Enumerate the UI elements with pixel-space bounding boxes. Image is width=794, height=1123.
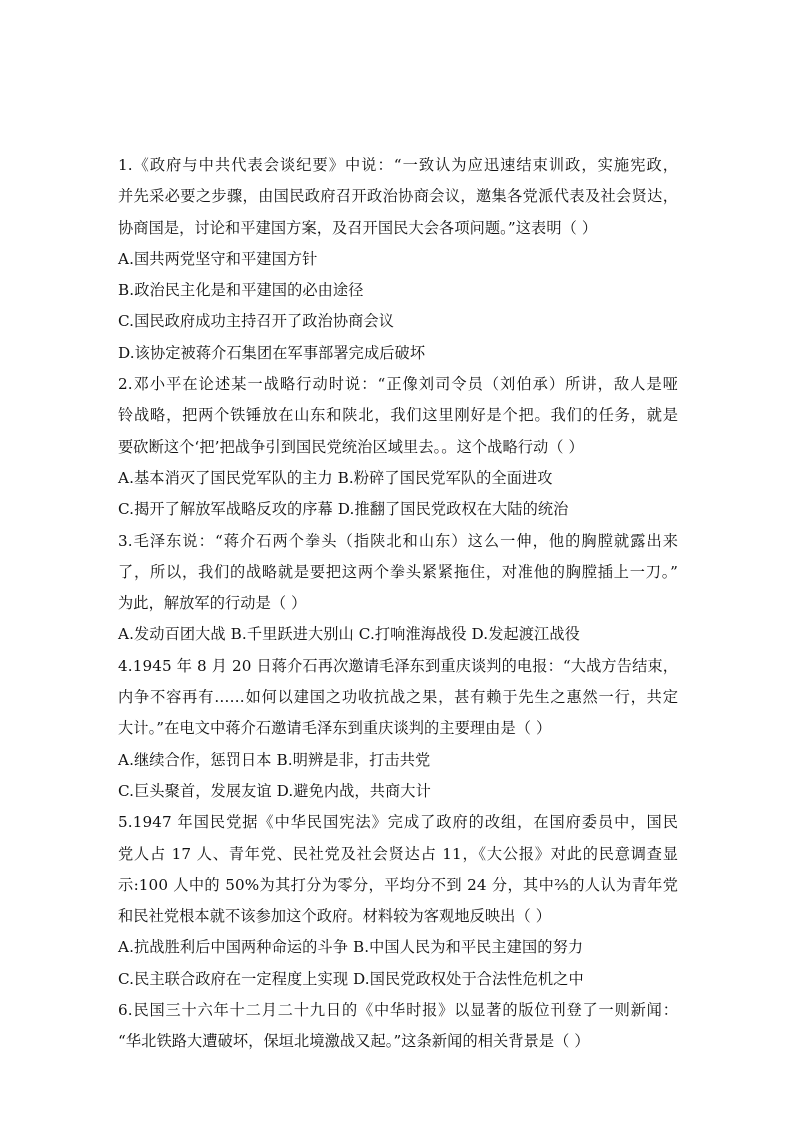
question-stem-line: 大计。”在电文中蒋介石邀请毛泽东到重庆谈判的主要理由是（ ） [118, 719, 552, 738]
option-c-d: C.揭开了解放军战略反攻的序幕 D.推翻了国民党政权在大陆的统治 [118, 500, 569, 519]
question-stem-line: 要砍断这个‘把’把战争引到国民党统治区域里去。。这个战略行动（ ） [118, 437, 584, 456]
option-a-b: A.继续合作，惩罚日本 B.明辨是非，打击共党 [118, 750, 431, 769]
question-5 [118, 807, 678, 995]
question-stem-line: 了，所以，我们的战略就是要把这两个拳头紧紧拖住，对准他的胸膛插上一刀。” [118, 562, 678, 581]
question-stem-line: 6.民国三十六年十二月二十九日的《中华时报》以显著的版位刊登了一则新闻： [118, 1001, 678, 1020]
question-stem-line: 和民社党根本就不该参加这个政府。材料较为客观地反映出（ ） [118, 907, 551, 926]
question-2 [118, 369, 678, 525]
question-stem-line: 党人占 17 人、青年党、民社党及社会贤达占 11，《大公报》对此的民意调查显 [118, 844, 678, 863]
question-3 [118, 526, 678, 651]
question-stem-line: 1.《政府与中共代表会谈纪要》中说：“一致认为应迅速结束训政，实施宪政， [118, 156, 678, 174]
question-stem-line: 示:100 人中的 50%为其打分为零分，平均分不到 24 分，其中⅔的人认为青年党 [118, 875, 678, 894]
question-stem-line: 并先采必要之步骤，由国民政府召开政治协商会议，邀集各党派代表及社会贤达， [118, 187, 678, 206]
option-b: B.政治民主化是和平建国的必由途径 [118, 281, 364, 300]
option-a-b: A.抗战胜利后中国两种命运的斗争 B.中国人民为和平民主建国的努力 [118, 938, 584, 957]
question-stem-line: “华北铁路大遭破坏，保垣北境激战又起。”这条新闻的相关背景是（ ） [118, 1032, 590, 1051]
option-c-d: C.民主联合政府在一定程度上实现 D.国民党政权处于合法性危机之中 [118, 969, 584, 988]
option-c: C.国民政府成功主持召开了政治协商会议 [118, 312, 394, 331]
question-stem-line: 铃战略，把两个铁锤放在山东和陕北，我们这里刚好是个把。我们的任务，就是 [118, 406, 678, 425]
option-a-b-c-d: A.发动百团大战 B.千里跃进大别山 C.打响淮海战役 D.发起渡江战役 [118, 625, 580, 644]
question-stem-line: 协商国是，讨论和平建国方案，及召开国民大会各项问题。”这表明（ ） [118, 218, 598, 237]
exam-page [118, 150, 678, 1058]
question-stem-line: 为此，解放军的行动是（ ） [118, 594, 307, 613]
option-a-b: A.基本消灭了国民党军队的主力 B.粉碎了国民党军队的全面进攻 [118, 468, 553, 487]
option-a: A.国共两党坚守和平建国方针 [118, 249, 318, 268]
option-c-d: C.巨头聚首，发展友谊 D.避免内战，共商大计 [118, 781, 431, 800]
question-stem-line: 内争不容再有……如何以建国之功收抗战之果，甚有赖于先生之惠然一行，共定 [118, 688, 678, 707]
question-stem-line: 4.1945 年 8 月 20 日蒋介石再次邀请毛泽东到重庆谈判的电报：“大战方告结束， [118, 656, 678, 675]
question-6 [118, 995, 678, 1058]
question-1 [118, 150, 678, 369]
option-d: D.该协定被蒋介石集团在军事部署完成后破坏 [118, 343, 426, 362]
question-stem-line: 3.毛泽东说：“蒋介石两个拳头（指陕北和山东）这么一伸，他的胸膛就露出来 [118, 531, 678, 550]
question-4 [118, 651, 678, 807]
question-stem-line: 5.1947 年国民党据《中华民国宪法》完成了政府的改组，在国府委员中，国民 [118, 813, 678, 832]
question-stem-line: 2.邓小平在论述某一战略行动时说：“正像刘司令员（刘伯承）所讲，敌人是哑 [118, 375, 678, 394]
